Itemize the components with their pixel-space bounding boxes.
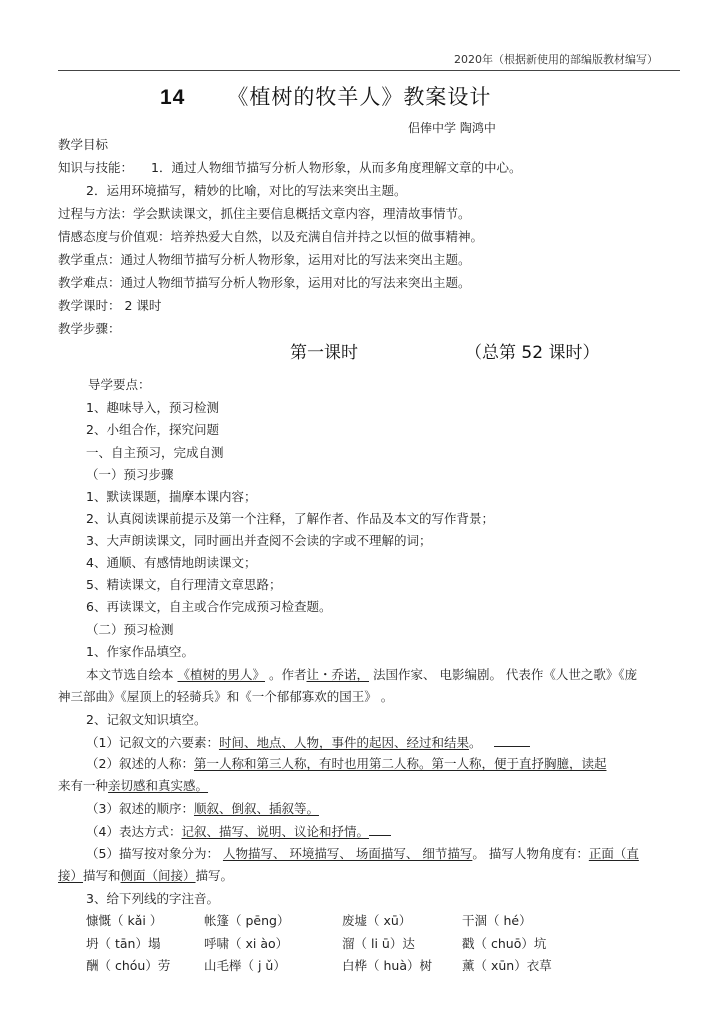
question-3: 3、给下列线的字注音。 — [86, 891, 219, 906]
subsection-heading: （一）预习步骤 — [86, 467, 174, 482]
answer-text: 本文节选自绘本 — [86, 667, 178, 682]
q2-item-2-cont — [58, 778, 208, 794]
difficult-point: 教学难点：通过人物细节描写分析人物形象，运用对比的写法来突出主题。 — [58, 275, 471, 290]
answer-underlined: 顺叙、倒叙、插叙等。 — [193, 801, 319, 816]
pinyin-item: 帐篷（ pēng） — [204, 913, 290, 928]
q2-item-5 — [86, 846, 639, 862]
guide-item-1: 1、趣味导入，预习检测 — [86, 400, 219, 415]
knowledge-item-1: 1．通过人物细节描写分析人物形象，从而多角度理解文章的中心。 — [151, 160, 522, 175]
pinyin-item: 废墟（ xū） — [342, 913, 412, 928]
answer-underlined: 侧面（间接） — [120, 868, 196, 883]
step-item: 4、通顺、有感情地朗读课文； — [86, 555, 257, 570]
pinyin-item: 白桦（ huà）树 — [342, 958, 432, 973]
section-heading: 一、自主预习，完成自测 — [86, 445, 224, 460]
answer-underlined: 记叙、描写、说明、议论和抒情。 — [181, 824, 369, 839]
pinyin-item: 薰（ xūn）衣草 — [462, 958, 552, 973]
pinyin-item: 山毛榉（ j ǔ） — [204, 958, 286, 973]
q2-item-2 — [86, 756, 606, 772]
pinyin-item: 干涸（ hé） — [462, 913, 532, 928]
pinyin-item: 溜（ li ū）达 — [342, 936, 415, 951]
lesson-title: 《植树的牧羊人》教案设计 — [227, 85, 492, 109]
pinyin-item: 戳（ chuō）坑 — [462, 936, 547, 951]
answer-underlined: 正面（直 — [588, 846, 639, 861]
answer-text: （5）描写按对象分为： — [86, 846, 223, 861]
answer-text: 神三部曲》《屋顶上的轻骑兵》和《一个郁郁寡欢的国王》 — [58, 689, 377, 704]
answer-text: 来有一种 — [58, 778, 109, 793]
answer-text: （2）叙述的人称： — [86, 756, 194, 771]
q2-item-3 — [86, 801, 319, 817]
pinyin-item: 慷慨（ kǎi ） — [86, 913, 163, 928]
teaching-steps: 教学步骤： — [58, 321, 121, 336]
answer-text: （3）叙述的顺序： — [86, 801, 194, 816]
objectives-heading: 教学目标 — [58, 137, 109, 152]
q2-item-1 — [86, 734, 530, 751]
knowledge-line-1 — [58, 160, 521, 176]
guide-item-2: 2、小组合作，探究问题 — [86, 422, 219, 437]
pinyin-item: 酬（ chóu）劳 — [86, 958, 171, 973]
answer-text: 。 — [376, 689, 394, 704]
q2-item-4 — [86, 823, 391, 840]
teaching-hours: 教学课时： 2 课时 — [58, 298, 162, 313]
answer-underlined: 亲切感和真实感。 — [108, 778, 209, 793]
answer-underlined: 接） — [58, 868, 84, 883]
answer-underlined: 人物描写、 环境描写、 场面描写、 细节描写 — [222, 846, 473, 861]
answer-blank — [494, 734, 530, 747]
answer-underlined: 让・乔诺， — [306, 667, 369, 682]
page-header: 2020年（根据新使用的部编版教材编写） — [454, 53, 658, 66]
knowledge-label: 知识与技能： — [58, 160, 134, 175]
step-item: 6、再读课文，自主或合作完成预习检查题。 — [86, 599, 332, 614]
key-point: 教学重点：通过人物细节描写分析人物形象，运用对比的写法来突出主题。 — [58, 252, 471, 267]
step-item: 1、默读课题，揣摩本课内容； — [86, 489, 257, 504]
answer-text: （1）记叙文的六要素： — [86, 735, 219, 750]
q2-item-5-cont — [58, 868, 233, 884]
answer-text: （4）表达方式： — [86, 824, 182, 839]
answer-underlined: 时间、地点、人物，事件的起因、经过和结果 — [218, 735, 469, 750]
knowledge-item-2: 2．运用环境描写，精妙的比喻，对比的写法来突出主题。 — [86, 183, 407, 198]
lesson-heading: 第一课时 — [290, 343, 358, 363]
answer-text: 描写和 — [83, 868, 121, 883]
page-title — [160, 84, 491, 111]
answer-underlined: 第一人称和第三人称，有时也用第二人称。第一人称，便于直抒胸臆，读起 — [193, 756, 607, 771]
answer-text: 。 — [468, 735, 482, 750]
lesson-total: （总第 52 课时） — [465, 343, 600, 363]
emotion-values: 情感态度与价值观：培养热爱大自然，以及充满自信并持之以恒的做事精神。 — [58, 229, 484, 244]
guide-heading: 导学要点： — [88, 377, 151, 392]
answer-text: 法国作家、 电影编剧。 代表作《人世之歌》《庞 — [369, 667, 638, 682]
lesson-number: 14 — [160, 86, 186, 109]
answer-blank — [369, 823, 391, 836]
question-1: 1、作家作品填空。 — [86, 644, 194, 659]
step-item: 5、精读课文，自行理清文章思路； — [86, 577, 282, 592]
answer-text: 。 描写人物角度有： — [472, 846, 589, 861]
step-item: 3、大声朗读课文，同时画出并查阅不会读的字或不理解的词； — [86, 533, 432, 548]
process-method: 过程与方法：学会默读课文，抓住主要信息概括文章内容，理清故事情节。 — [58, 206, 471, 221]
pinyin-item: 坍（ tān）塌 — [86, 936, 161, 951]
question-2: 2、记叙文知识填空。 — [86, 712, 207, 727]
author: 侣俸中学 陶鸿中 — [408, 121, 496, 135]
author-work-line-1 — [86, 667, 637, 683]
step-item: 2、认真阅读课前提示及第一个注释，了解作者、作品及本文的写作背景； — [86, 511, 494, 526]
pinyin-item: 呼啸（ xi ào） — [204, 936, 289, 951]
header-divider — [58, 70, 680, 71]
answer-text: 描写。 — [195, 868, 234, 883]
answer-text: 。作者 — [265, 667, 307, 682]
subsection-heading: （二）预习检测 — [86, 622, 174, 637]
answer-underlined: 《植树的男人》 — [177, 667, 265, 682]
author-work-line-2 — [58, 689, 393, 705]
